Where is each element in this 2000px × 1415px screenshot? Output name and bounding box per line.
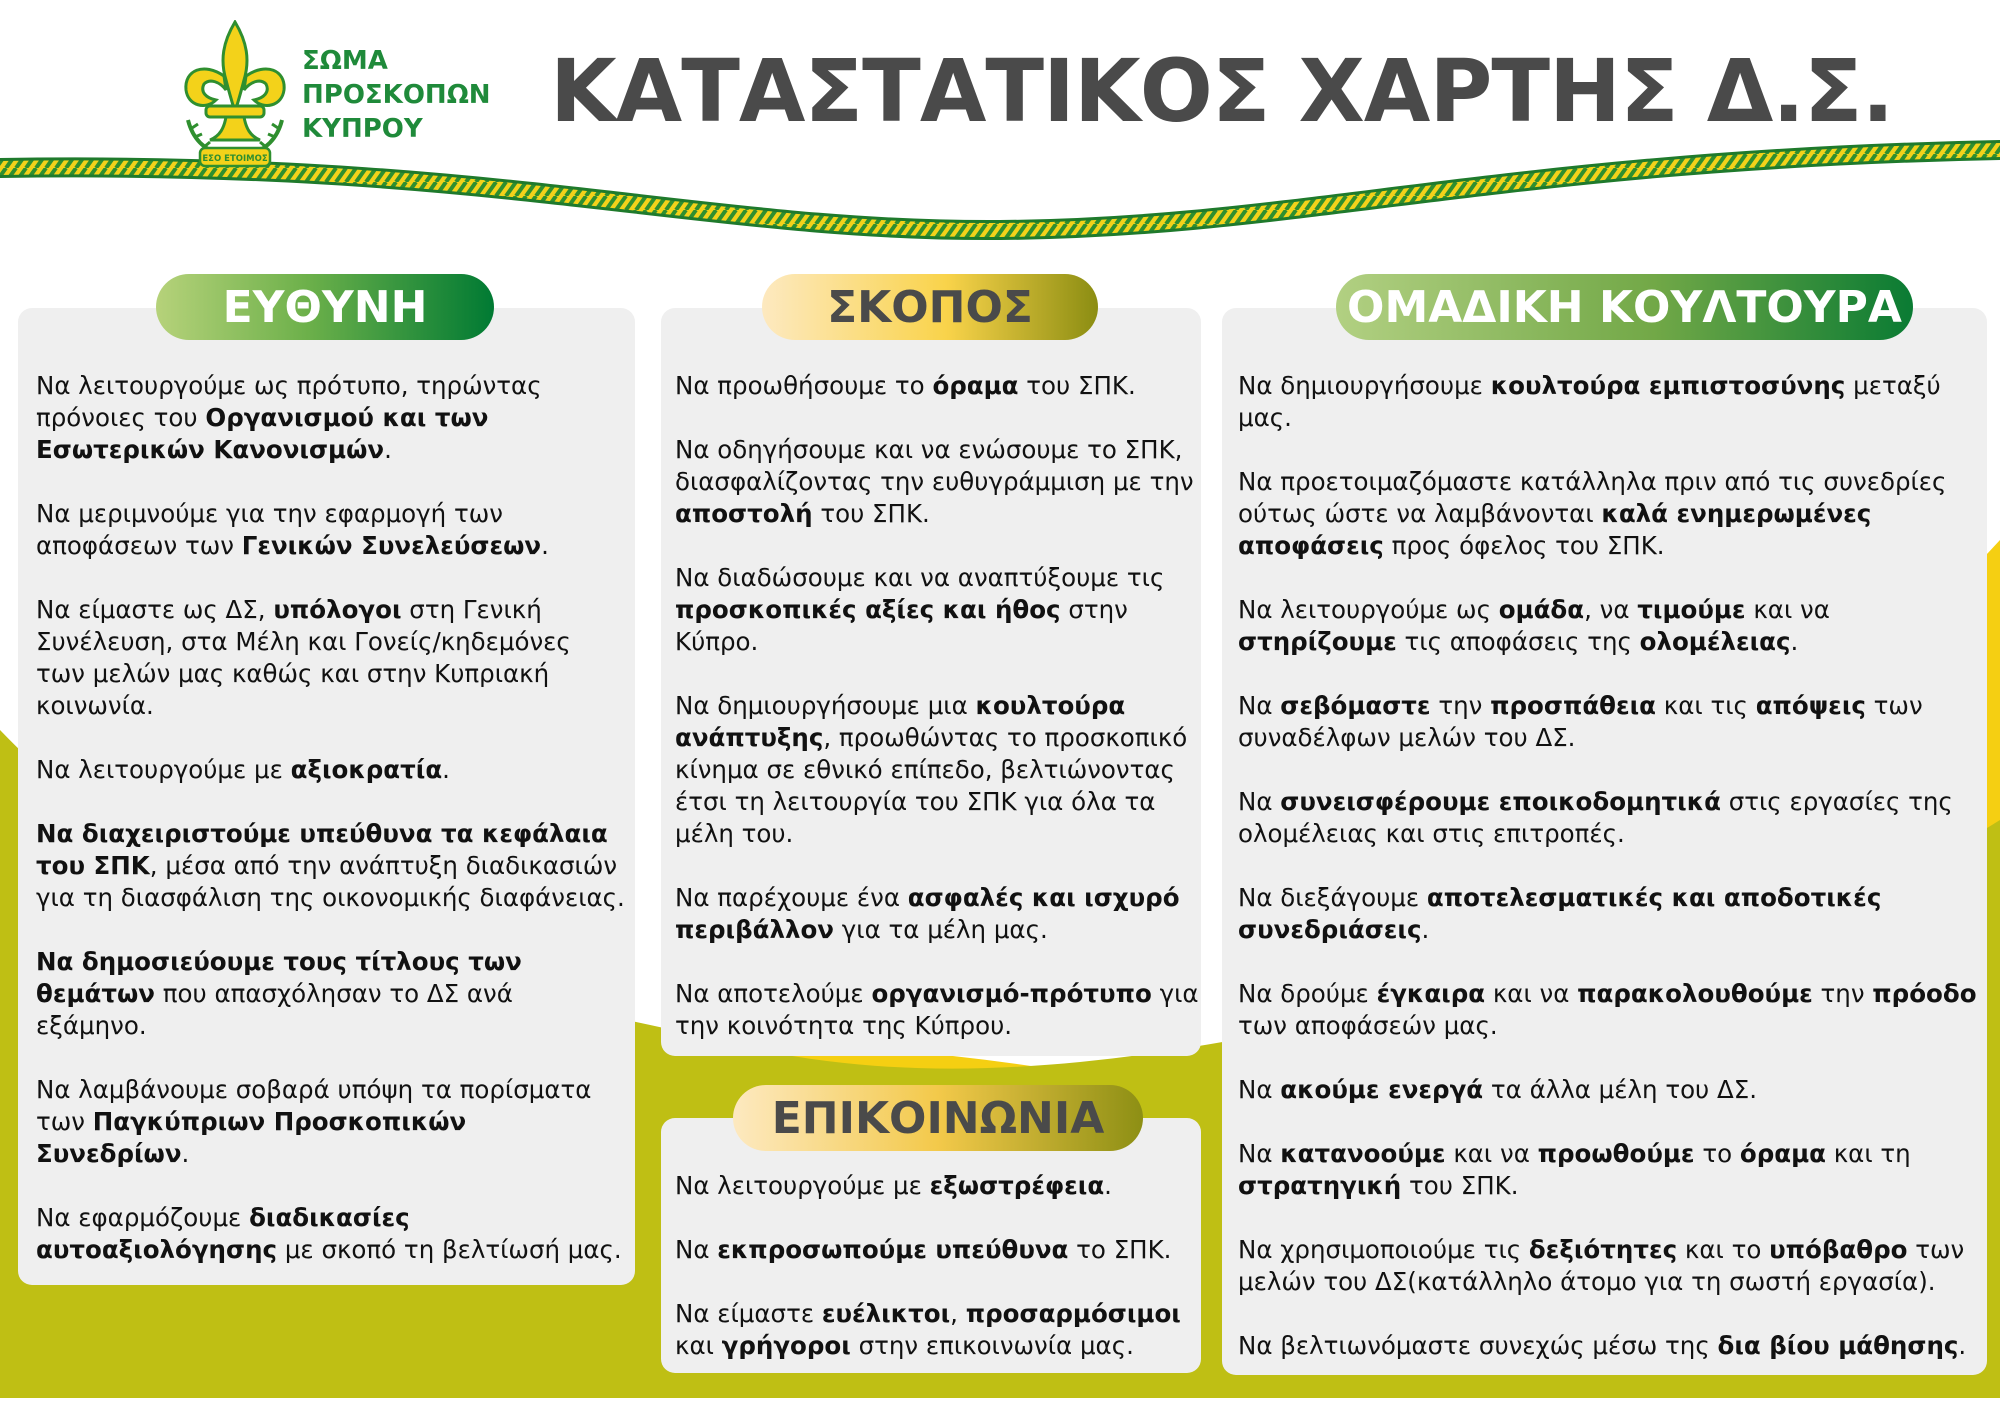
skopos-item-text: Να παρέχουμε ένα xyxy=(675,883,908,912)
omadiki-item-text: . xyxy=(1790,627,1799,656)
epikoinonia-item-text: το ΣΠΚ. xyxy=(1068,1235,1172,1264)
evthyni-item xyxy=(36,946,626,1042)
omadiki-item xyxy=(1238,370,1990,434)
omadiki-item-text: συνεισφέρουμε εποικοδομητικά xyxy=(1280,787,1721,816)
skopos-item-text: Να αποτελούμε xyxy=(675,979,872,1008)
evthyni-item-text: . xyxy=(442,755,450,784)
skopos-item xyxy=(675,882,1201,946)
omadiki-item-text: παρακολουθούμε xyxy=(1577,979,1813,1008)
omadiki-item-text: Να xyxy=(1238,1075,1281,1104)
omadiki-item-text: μεταξύ μας. xyxy=(1238,371,1941,432)
epikoinonia-item-text: , xyxy=(950,1299,966,1328)
omadiki-item-text: προς όφελος του ΣΠΚ. xyxy=(1383,531,1665,560)
skopos-item-text: του ΣΠΚ. xyxy=(812,499,930,528)
omadiki-item-text: και να xyxy=(1445,1139,1538,1168)
omadiki-item-text: των μελών του ΔΣ(κατάλληλο άτομο για τη σωστή εργασία). xyxy=(1238,1235,1965,1296)
skopos-item-text: κουλτούρα ανάπτυξης xyxy=(675,691,1126,752)
evthyni-item-text: Γενικών Συνελεύσεων xyxy=(241,531,542,560)
evthyni-item xyxy=(36,1202,626,1266)
omadiki-item-text: την xyxy=(1430,691,1491,720)
epikoinonia-list xyxy=(675,1170,1195,1362)
evthyni-item-text: Να εφαρμόζουμε xyxy=(36,1203,250,1232)
evthyni-item-text: . xyxy=(541,531,549,560)
omadiki-item-text: ολομέλειας xyxy=(1639,627,1791,656)
evthyni-item-text: Να λαμβάνουμε σοβαρά υπόψη τα πορίσματα των xyxy=(36,1075,592,1136)
omadiki-item-text: αποτελεσματικές και αποδοτικές συνεδριάσεις xyxy=(1238,883,1882,944)
evthyni-item xyxy=(36,370,626,466)
omadiki-item-text: και να xyxy=(1485,979,1578,1008)
epikoinonia-item-text: εκπροσωπούμε υπεύθυνα xyxy=(717,1235,1069,1264)
omadiki-item-text: και τη xyxy=(1825,1139,1911,1168)
evthyni-item xyxy=(36,754,626,786)
omadiki-item-text: υπόβαθρο xyxy=(1769,1235,1908,1264)
omadiki-item-text: και τις xyxy=(1656,691,1756,720)
evthyni-item-text: Να μεριμνούμε για την εφαρμογή των αποφάσεων των xyxy=(36,499,503,560)
omadiki-item xyxy=(1238,1074,1990,1106)
omadiki-item-text: στρατηγική xyxy=(1238,1171,1402,1200)
skopos-item-text: οργανισμό-πρότυπο xyxy=(871,979,1152,1008)
omadiki-item-text: των αποφάσεών μας. xyxy=(1238,1011,1498,1040)
evthyni-item-text: υπόλογοι xyxy=(273,595,402,624)
skopos-item-text: , προωθώντας το προσκοπικό κίνημα σε εθνικό επίπεδο, βελτιώνοντας έτσι τη λειτουργία του ΣΠΚ για όλα τα μέλη του. xyxy=(675,723,1188,848)
omadiki-item-text: προωθούμε xyxy=(1537,1139,1695,1168)
logo-banner-text: ΕΣΟ ΕΤΟΙΜΟΣ xyxy=(202,154,268,164)
omadiki-item-text: . xyxy=(1958,1331,1967,1360)
omadiki-item-text: έγκαιρα xyxy=(1376,979,1486,1008)
skopos-item xyxy=(675,434,1201,530)
omadiki-item xyxy=(1238,882,1990,946)
omadiki-item-text: Να χρησιμοποιούμε τις xyxy=(1238,1235,1529,1264)
omadiki-item-text: του ΣΠΚ. xyxy=(1401,1171,1519,1200)
omadiki-item xyxy=(1238,786,1990,850)
omadiki-item-text: πρόοδο xyxy=(1872,979,1977,1008)
skopos-item-text: του ΣΠΚ. xyxy=(1018,371,1136,400)
skopos-item-text: ασφαλές και ισχυρό περιβάλλον xyxy=(675,883,1180,944)
evthyni-item-text: Να λειτουργούμε με xyxy=(36,755,291,784)
omadiki-item xyxy=(1238,1138,1990,1202)
epikoinonia-item-text: στην επικοινωνία μας. xyxy=(850,1331,1134,1360)
omadiki-item-text: απόψεις xyxy=(1755,691,1866,720)
org-line-3: ΚΥΠΡΟΥ xyxy=(302,114,423,144)
omadiki-item-text: όραμα xyxy=(1739,1139,1826,1168)
evthyni-item-text: Οργανισμού και των Εσωτερικών Κανονισμών xyxy=(36,403,489,464)
evthyni-heading: ΕΥΘΥΝΗ xyxy=(156,274,494,340)
omadiki-item xyxy=(1238,1234,1990,1298)
evthyni-item xyxy=(36,1074,626,1170)
omadiki-item-text: ακούμε ενεργά xyxy=(1280,1075,1484,1104)
skopos-item-text: Να διαδώσουμε και να αναπτύξουμε τις xyxy=(675,563,1165,592)
omadiki-item-text: σεβόμαστε xyxy=(1280,691,1431,720)
omadiki-item-text: κατανοούμε xyxy=(1280,1139,1446,1168)
skopos-item xyxy=(675,370,1201,402)
skopos-item-text: όραμα xyxy=(932,371,1019,400)
evthyni-item-text: διαδικασίες αυτοαξιολόγησης xyxy=(36,1203,410,1264)
evthyni-item-text: Να διαχειριστούμε υπεύθυνα τα κεφάλαια του ΣΠΚ xyxy=(36,819,608,880)
omadiki-item-text: δεξιότητες xyxy=(1528,1235,1678,1264)
omadiki-item-text: Να διεξάγουμε xyxy=(1238,883,1427,912)
epikoinonia-item-text: . xyxy=(1104,1171,1112,1200)
omadiki-item-text: Να βελτιωνόμαστε συνεχώς μέσω της xyxy=(1238,1331,1718,1360)
omadiki-item-text: τιμούμε xyxy=(1637,595,1746,624)
omadiki-item-text: το xyxy=(1694,1139,1740,1168)
epikoinonia-item-text: ευέλικτοι xyxy=(821,1299,951,1328)
page-title: ΚΑΤΑΣΤΑΤΙΚΟΣ ΧΑΡΤΗΣ Δ.Σ. xyxy=(550,42,1894,142)
omadiki-item-text: στηρίζουμε xyxy=(1238,627,1397,656)
omadiki-item-text: των συναδέλφων μελών του ΔΣ. xyxy=(1238,691,1923,752)
org-line-2: ΠΡΟΣΚΟΠΩΝ xyxy=(302,80,491,110)
skopos-item-text: Να δημιουργήσουμε μια xyxy=(675,691,976,720)
evthyni-item xyxy=(36,818,626,914)
evthyni-item-text: στη Γενική Συνέλευση, στα Μέλη και Γονείς/κηδεμόνες των μελών μας καθώς και στην Κυπριακή κοινωνία. xyxy=(36,595,571,720)
evthyni-item-text: . xyxy=(384,435,392,464)
omadiki-item-text: και να xyxy=(1745,595,1830,624)
epikoinonia-item-text: προσαρμόσιμοι xyxy=(965,1299,1181,1328)
omadiki-list xyxy=(1238,370,1990,1362)
evthyni-item-text: που απασχόλησαν το ΔΣ ανά εξάμηνο. xyxy=(36,979,513,1040)
epikoinonia-item xyxy=(675,1170,1195,1202)
skopos-item-text: για την κοινότητα της Κύπρου. xyxy=(675,979,1199,1040)
epikoinonia-heading: ΕΠΙΚΟΙΝΩΝΙΑ xyxy=(733,1085,1143,1151)
omadiki-item-text: την xyxy=(1812,979,1873,1008)
evthyni-item-text: , μέσα από την ανάπτυξη διαδικασιών για τη διασφάλιση της οικονομικής διαφάνειας. xyxy=(36,851,625,912)
epikoinonia-item-text: εξωστρέφεια xyxy=(929,1171,1105,1200)
fleur-de-lis-logo-icon xyxy=(180,20,290,170)
omadiki-item-text: καλά ενημερωμένες αποφάσεις xyxy=(1238,499,1872,560)
omadiki-item-text: , να xyxy=(1584,595,1638,624)
omadiki-item-text: Να δρούμε xyxy=(1238,979,1377,1008)
skopos-heading: ΣΚΟΠΟΣ xyxy=(762,274,1098,340)
epikoinonia-item xyxy=(675,1298,1195,1362)
epikoinonia-item-text: Να είμαστε xyxy=(675,1299,822,1328)
skopos-item xyxy=(675,690,1201,850)
omadiki-item-text: Να xyxy=(1238,691,1281,720)
omadiki-item-text: και το xyxy=(1677,1235,1770,1264)
omadiki-item xyxy=(1238,594,1990,658)
omadiki-item xyxy=(1238,690,1990,754)
org-line-1: ΣΩΜΑ xyxy=(302,46,388,76)
omadiki-item-text: στις εργασίες της ολομέλειας και στις επιτροπές. xyxy=(1238,787,1953,848)
epikoinonia-item-text: Να xyxy=(675,1235,718,1264)
skopos-item-text: στην Κύπρο. xyxy=(675,595,1128,656)
omadiki-item xyxy=(1238,466,1990,562)
evthyni-item-text: Να λειτουργούμε ως πρότυπο, τηρώντας πρόνοιες του xyxy=(36,371,542,432)
evthyni-item xyxy=(36,498,626,562)
skopos-item xyxy=(675,978,1201,1042)
skopos-list xyxy=(675,370,1201,1042)
organization-name xyxy=(302,44,491,146)
evthyni-item-text: Να είμαστε ως ΔΣ, xyxy=(36,595,274,624)
evthyni-list xyxy=(36,370,626,1266)
omadiki-item-text: Να λειτουργούμε ως xyxy=(1238,595,1499,624)
omadiki-item-text: Να δημιουργήσουμε xyxy=(1238,371,1491,400)
omadiki-item-text: δια βίου μάθησης xyxy=(1717,1331,1959,1360)
evthyni-item-text: Να δημοσιεύουμε τους τίτλους των θεμάτων xyxy=(36,947,522,1008)
skopos-item-text: προσκοπικές αξίες και ήθος xyxy=(675,595,1061,624)
omadiki-item-text: Να xyxy=(1238,1139,1281,1168)
epikoinonia-item xyxy=(675,1234,1195,1266)
omadiki-item-text: κουλτούρα εμπιστοσύνης xyxy=(1490,371,1846,400)
evthyni-item-text: Παγκύπριων Προσκοπικών Συνεδρίων xyxy=(36,1107,467,1168)
skopos-item-text: αποστολή xyxy=(675,499,813,528)
evthyni-item-text: αξιοκρατία xyxy=(290,755,443,784)
omadiki-item xyxy=(1238,978,1990,1042)
epikoinonia-item-text: και xyxy=(675,1331,722,1360)
skopos-item-text: Να προωθήσουμε το xyxy=(675,371,933,400)
skopos-item xyxy=(675,562,1201,658)
omadiki-heading: ΟΜΑΔΙΚΗ ΚΟΥΛΤΟΥΡΑ xyxy=(1336,274,1913,340)
omadiki-item-text: ομάδα xyxy=(1498,595,1585,624)
omadiki-item-text: τις αποφάσεις της xyxy=(1396,627,1640,656)
omadiki-item-text: τα άλλα μέλη του ΔΣ. xyxy=(1483,1075,1758,1104)
evthyni-item-text: με σκοπό τη βελτίωσή μας. xyxy=(277,1235,622,1264)
omadiki-item-text: Να προετοιμαζόμαστε κατάλληλα πριν από τις συνεδρίες ούτως ώστε να λαμβάνονται xyxy=(1238,467,1947,528)
omadiki-item xyxy=(1238,1330,1990,1362)
epikoinonia-item-text: γρήγοροι xyxy=(721,1331,851,1360)
skopos-item-text: για τα μέλη μας. xyxy=(834,915,1048,944)
epikoinonia-item-text: Να λειτουργούμε με xyxy=(675,1171,930,1200)
evthyni-item xyxy=(36,594,626,722)
omadiki-item-text: . xyxy=(1421,915,1430,944)
omadiki-item-text: προσπάθεια xyxy=(1490,691,1657,720)
skopos-item-text: Να οδηγήσουμε και να ενώσουμε το ΣΠΚ, διασφαλίζοντας την ευθυγράμμιση με την xyxy=(675,435,1194,496)
omadiki-item-text: Να xyxy=(1238,787,1281,816)
evthyni-item-text: . xyxy=(181,1139,190,1168)
